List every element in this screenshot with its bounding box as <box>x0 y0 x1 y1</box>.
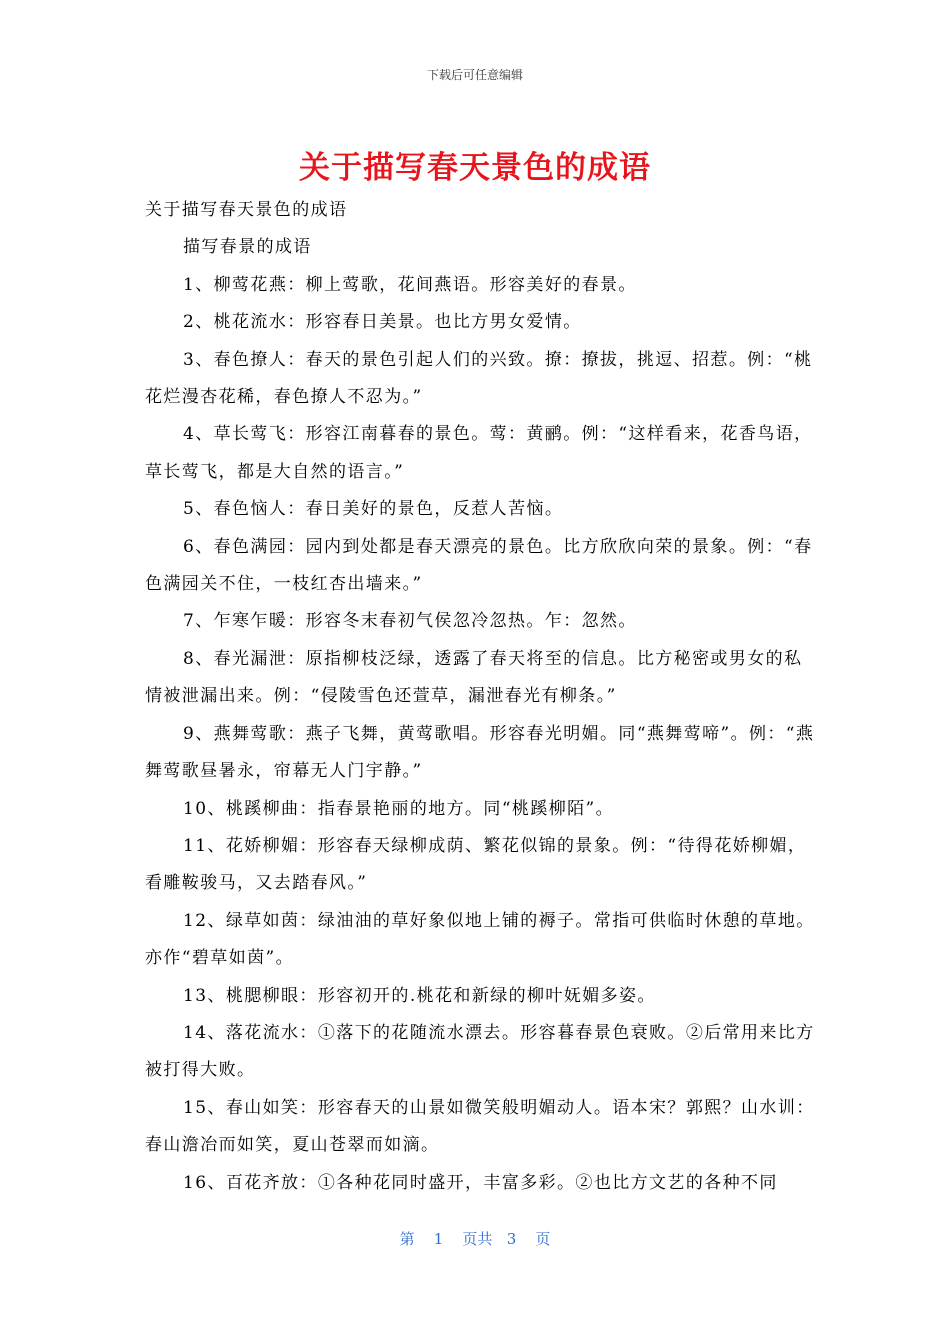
idiom-paragraph: 12、绿草如茵：绿油油的草好象似地上铺的褥子。常指可供临时休憩的草地。亦作“碧草如茵”。 <box>145 910 815 969</box>
idiom-paragraph: 13、桃腮柳眼：形容初开的.桃花和新绿的柳叶妩媚多姿。 <box>183 985 656 1006</box>
header-note: 下载后可任意编辑 <box>426 68 523 82</box>
idiom-paragraph: 9、燕舞莺歌：燕子飞舞，黄莺歌唱。形容春光明媚。同“燕舞莺啼”。例：“燕舞莺歌昼暑永，帘幕无人门宇静。” <box>145 723 815 782</box>
idiom-paragraph: 15、春山如笑：形容春天的山景如微笑般明媚动人。语本宋？郭熙？山水训：春山澹冶而如笑，夏山苍翠而如滴。 <box>145 1097 815 1156</box>
idiom-paragraph: 10、桃蹊柳曲：指春景艳丽的地方。同“桃蹊柳陌”。 <box>183 798 615 819</box>
idiom-paragraph: 2、桃花流水：形容春日美景。也比方男女爱情。 <box>183 312 582 333</box>
idiom-paragraph: 3、春色撩人：春天的景色引起人们的兴致。撩：撩拔，挑逗、招惹。例：“桃花烂漫杏花稀，春色撩人不忍为。” <box>145 349 813 408</box>
subtitle-paragraph: 关于描写春天景色的成语 <box>145 200 348 220</box>
footer-prefix: 第 <box>399 1230 415 1248</box>
idiom-paragraph: 6、春色满园：园内到处都是春天漂亮的景色。比方欣欣向荣的景象。例：“春色满园关不住，一枝红杏出墙来。” <box>145 536 813 595</box>
idiom-paragraph: 4、草长莺飞：形容江南暮春的景色。莺：黄鹂。例：“这样看来，花香鸟语，草长莺飞，都是大自然的语言。” <box>145 424 813 482</box>
footer-page-number: 1 <box>433 1230 444 1248</box>
idiom-paragraph: 1、柳莺花燕：柳上莺歌，花间燕语。形容美好的春景。 <box>183 274 637 295</box>
idiom-paragraph: 16、百花齐放：①各种花同时盛开，丰富多彩。②也比方文艺的各种不同 <box>183 1172 778 1193</box>
idiom-paragraph: 11、花娇柳媚：形容春天绿柳成荫、繁花似锦的景象。例：“待得花娇柳媚，看雕鞍骏马，又去踏春风。” <box>145 835 807 894</box>
section-heading: 描写春景的成语 <box>183 237 312 258</box>
page-footer <box>0 1228 950 1249</box>
idiom-paragraph: 5、春色恼人：春日美好的景色，反惹人苦恼。 <box>183 499 564 520</box>
footer-suffix: 页 <box>535 1230 551 1248</box>
idiom-paragraph: 8、春光漏泄：原指柳枝泛绿，透露了春天将至的信息。比方秘密或男女的私情被泄漏出来。例：“侵陵雪色还萱草，漏泄春光有柳条。” <box>145 648 803 707</box>
document-body <box>145 192 815 1202</box>
idiom-paragraph: 14、落花流水：①落下的花随流水漂去。形容暮春景色衰败。②后常用来比方被打得大败。 <box>145 1022 815 1081</box>
footer-middle: 页共 <box>462 1230 493 1248</box>
footer-total-pages: 3 <box>506 1230 517 1248</box>
idiom-paragraph: 7、乍寒乍暖：形容冬末春初气侯忽冷忽热。乍：忽然。 <box>183 611 637 632</box>
document-title: 关于描写春天景色的成语 <box>299 150 651 186</box>
